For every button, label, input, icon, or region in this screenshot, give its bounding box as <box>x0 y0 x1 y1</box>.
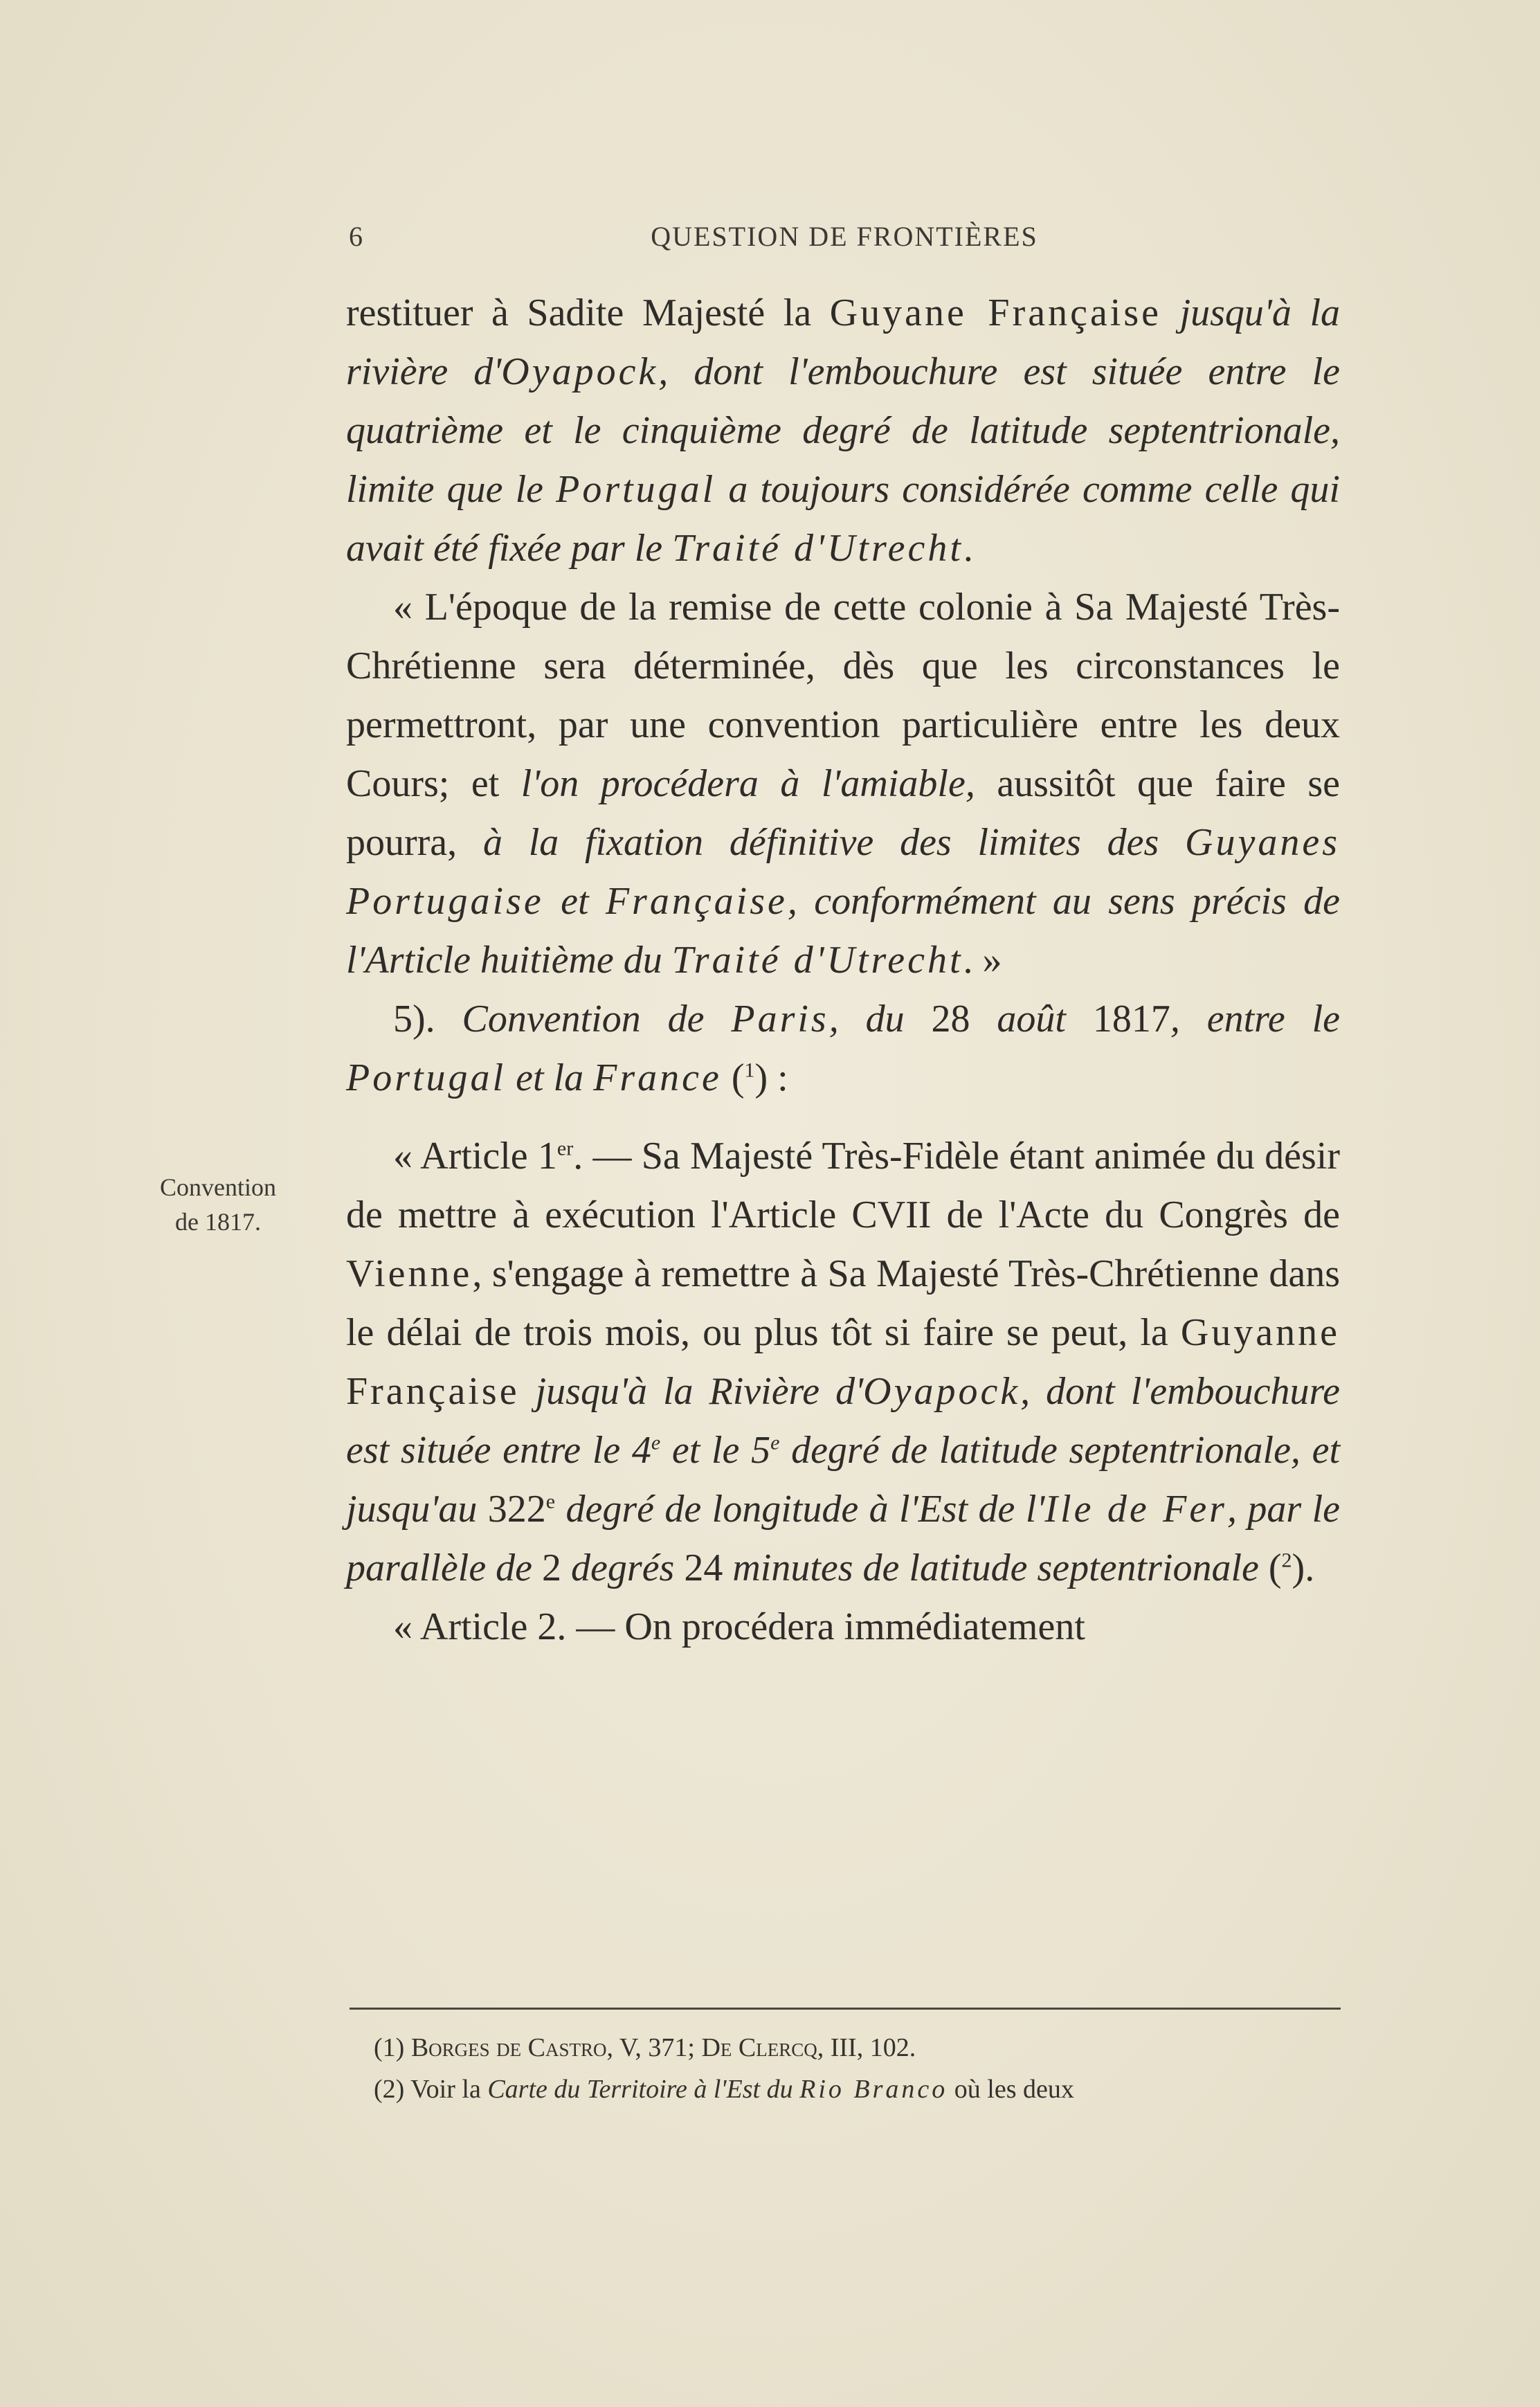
text-run <box>520 1370 536 1413</box>
text-run: Oyapock <box>863 1370 1021 1413</box>
text-run: ( <box>1258 1547 1282 1589</box>
text-run: . <box>963 527 973 570</box>
superscript: e <box>770 1431 780 1454</box>
footnote <box>374 2068 1343 2110</box>
text-run: Rio Branco <box>799 2075 948 2104</box>
text-run: Guyane Française <box>829 291 1162 334</box>
superscript: e <box>545 1490 556 1513</box>
text-run: , entre le <box>1170 998 1341 1040</box>
text-run: , dont l'embouchure est située entre le 4 <box>346 1370 1341 1472</box>
text-run: l'on procédera à l'amiable, <box>520 762 975 805</box>
text-run: Oyapock <box>501 350 659 393</box>
text-run: Paris <box>731 998 829 1040</box>
text-run: ( <box>721 1056 745 1099</box>
text-run: , V, 371; <box>606 2033 702 2062</box>
superscript: e <box>651 1431 661 1454</box>
text-run: , conformément au sens précis de l'Article huitième du <box>346 880 1340 982</box>
text-run: Voir la <box>404 2075 488 2104</box>
text-run: jusqu'à la rivière d' <box>346 291 1341 393</box>
page-number: 6 <box>349 221 364 252</box>
body-text <box>346 284 1340 1657</box>
paragraph <box>346 284 1340 578</box>
footnote-mark: (1) <box>374 2033 405 2062</box>
text-run: degré de latitude septentrionale, et jusqu'au <box>346 1429 1341 1531</box>
text-run: et <box>543 880 606 923</box>
footnotes <box>374 2027 1343 2110</box>
text-run: a toujours considérée comme celle qui avait été fixée par le <box>346 468 1340 570</box>
text-run: restituer à Sadite Majesté la <box>346 291 830 334</box>
text-run: De Clercq <box>701 2033 817 2062</box>
text-run: . » <box>963 939 1002 982</box>
text-run: 2 <box>542 1547 562 1589</box>
text-run: où les deux <box>948 2075 1074 2104</box>
text-run: 1817 <box>1092 998 1170 1040</box>
text-run: Guyanes Portugaise <box>346 821 1340 923</box>
text-run: , III, 102. <box>817 2033 916 2062</box>
text-run: jusqu'à la Rivière d' <box>535 1370 864 1413</box>
margin-note-line: de 1817. <box>175 1208 261 1236</box>
text-run: « Article 1 <box>393 1135 557 1178</box>
paragraph <box>346 1127 1340 1598</box>
text-run: « L'époque de la remise de cette colonie à Sa Majesté Très-Chrétienne sera déterminée, dès que les circonstances le permettront, par une convention particulière entre les deux Cours; et <box>346 586 1340 805</box>
footnote-ref: 1 <box>744 1058 755 1082</box>
text-run: Guyanne Française <box>346 1311 1340 1413</box>
superscript: er <box>556 1137 574 1160</box>
text-run: et le 5 <box>660 1429 771 1472</box>
text-run: . — Sa Majesté Très-Fidèle étant animée du désir de mettre à exécution l'Article CVII de l'Acte du Congrès de <box>346 1135 1340 1236</box>
text-run: ) : <box>754 1056 788 1099</box>
paragraph <box>346 578 1340 990</box>
margin-note <box>132 1170 305 1239</box>
paragraph <box>346 1598 1340 1657</box>
text-run: 28 <box>931 998 970 1040</box>
text-run: ). <box>1292 1547 1315 1589</box>
text-run: , s'engage à remettre à Sa Majesté Très-Chrétienne dans le délai de trois mois, ou plus tôt si faire se peut, la <box>346 1252 1340 1354</box>
text-run: « Article 2. — On procédera immédiatement <box>393 1605 1085 1648</box>
text-run: Vienne <box>346 1252 473 1295</box>
text-run: Borges de Castro <box>404 2033 607 2062</box>
footnote-mark: (2) <box>374 2075 405 2104</box>
text-run: Traité d'Utrecht <box>671 939 963 982</box>
text-run <box>1161 291 1180 334</box>
margin-note-line: Convention <box>160 1173 276 1201</box>
running-head <box>346 220 1343 262</box>
text-run: , par le parallèle de <box>346 1488 1341 1589</box>
text-run: Portugal <box>346 1056 507 1099</box>
text-run: aussitôt que faire se pourra, <box>346 762 1341 864</box>
footnote-rule <box>350 2008 1341 2010</box>
text-run: Traité d'Utrecht <box>672 527 963 570</box>
paragraph <box>346 990 1340 1108</box>
text-run: France <box>593 1056 722 1099</box>
footnote-ref: 2 <box>1281 1549 1292 1572</box>
running-title: QUESTION DE FRONTIÈRES <box>651 221 1038 252</box>
text-run: Ile de Fer <box>1044 1488 1227 1531</box>
text-run: 322 <box>487 1488 546 1531</box>
text-run: 24 <box>684 1547 723 1589</box>
text-run: degrés <box>561 1547 685 1589</box>
text-run: à la fixation définitive des limites des <box>482 821 1186 864</box>
text-run: et la <box>506 1056 594 1099</box>
text-run: Française <box>605 880 788 923</box>
text-run: degré de longitude à l'Est de l' <box>555 1488 1045 1531</box>
text-run: août <box>970 998 1093 1040</box>
text-run: minutes de latitude septentrionale <box>723 1547 1259 1589</box>
text-run: 5). <box>393 998 462 1040</box>
text-run: Portugal <box>556 468 716 511</box>
text-run: Convention de <box>462 998 732 1040</box>
text-run: , du <box>828 998 932 1040</box>
footnote <box>374 2027 1343 2068</box>
text-run: , dont l'embouchure est située entre le quatrième et le cinquième degré de latitude septentrionale, limite que le <box>346 350 1340 511</box>
text-run: Carte du Territoire à l'Est du <box>487 2075 800 2104</box>
